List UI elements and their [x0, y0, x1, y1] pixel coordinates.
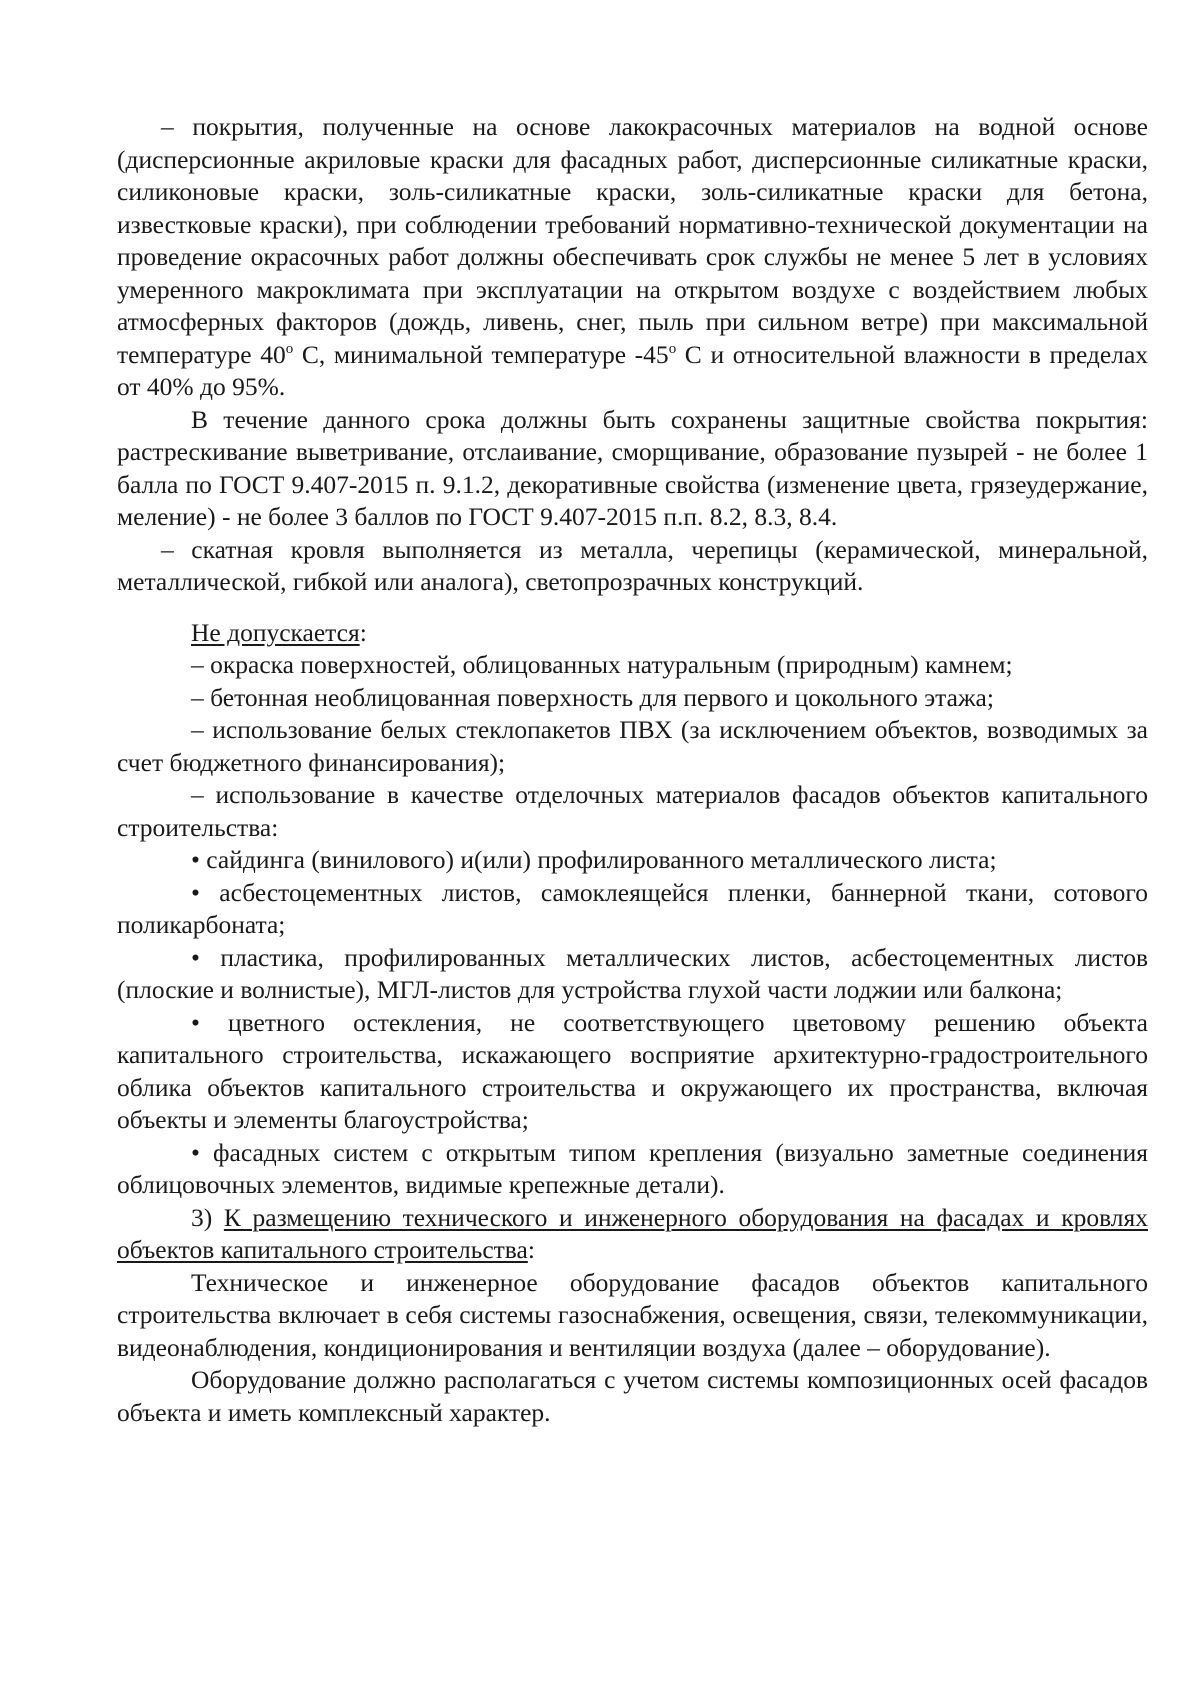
paragraph-equipment-definition: Техническое и инженерное оборудование фасадов объектов капитального строительства включает в себя системы газоснабжения, освещения, связи, телекоммуникации, видеонаблюдения, кондиционирования и вентиляции воздуха (далее – оборудование). [117, 1267, 1148, 1362]
list-item: – использование в качестве отделочных материалов фасадов объектов капитального строительства: [117, 780, 1148, 842]
paragraph-coatings-text-a: – покрытия, полученные на основе лакокрасочных материалов на водной основе (дисперсионные акриловые краски для фасадных работ, дисперсионные силикатные краски, силиконовые краски, золь-силикатные краски, золь-силикатные краски для бетона, известковые краски), при соблюдении требований нормативно-технической документации на проведение окрасочных работ должны обеспечивать срок службы не менее 5 лет в условиях умеренного макроклимата при эксплуатации на открытом воздухе с воздействием любых атмосферных факторов (дождь, ливень, снег, пыль при сильном ветре) при максимальной температуре 40 [117, 112, 1148, 369]
section-3-heading [117, 1202, 1148, 1267]
not-allowed-heading-colon: : [359, 617, 367, 647]
list-item: – окраска поверхностей, облицованных натуральным (природным) камнем; [191, 650, 1013, 679]
bullet-item: • цветного остекления, не соответствующего цветовому решению объекта капитального строительства, искажающего восприятие архитектурно-градостроительного облика объектов капитального строительства и окружающего их пространства, включая объекты и элементы благоустройства; [117, 1007, 1148, 1134]
bullet-item: • асбестоцементных листов, самоклеящейся пленки, баннерной ткани, сотового поликарбоната; [117, 877, 1148, 939]
paragraph-coatings [117, 111, 1148, 404]
not-allowed-heading-text: Не допускается [191, 617, 360, 647]
paragraph-coatings-text-c: С и относительной влажности в пределах от 40% до 95%. [117, 339, 1149, 401]
section-3-colon: : [527, 1235, 535, 1264]
bullet-item: • сайдинга (винилового) и(или) профилированного металлического листа; [191, 845, 997, 874]
degree-sign: o [668, 340, 677, 357]
paragraph-equipment-placement: Оборудование должно располагаться с учетом системы композиционных осей фасадов объекта и иметь комплексный характер. [117, 1365, 1148, 1427]
list-item: – бетонная необлицованная поверхность для первого и цокольного этажа; [191, 682, 994, 712]
bullet-item: • фасадных систем с открытым типом крепления (визуально заметные соединения облицовочных элементов, видимые крепежные детали). [117, 1137, 1148, 1199]
paragraph-pitched-roof: – скатная кровля выполняется из металла, черепицы (керамической, минеральной, металлической, гибкой или аналога), светопрозрачных конструкций. [117, 534, 1148, 596]
list-item: – использование белых стеклопакетов ПВХ (за исключением объектов, возводимых за счет бюджетного финансирования); [117, 715, 1148, 777]
degree-sign: o [285, 340, 294, 357]
bullet-item: • пластика, профилированных металлических листов, асбестоцементных листов (плоские и волнистые), МГЛ-листов для устройства глухой части лоджии или балкона; [117, 942, 1148, 1004]
paragraph-service-period: В течение данного срока должны быть сохранены защитные свойства покрытия: растрескивание выветривание, отслаивание, сморщивание, образование пузырей - не более 1 балла по ГОСТ 9.407-2015 п. 9.1.2, декоративные свойства (изменение цвета, грязеудержание, меление) - не более 3 баллов по ГОСТ 9.407-2015 п.п. 8.2, 8.3, 8.4. [117, 404, 1148, 531]
section-3-number: 3) [191, 1202, 224, 1232]
section-3-title: К размещению технического и инженерного оборудования на фасадах и кровлях объектов капитального строительства [117, 1202, 1148, 1264]
spacer [117, 599, 1148, 617]
paragraph-coatings-text-b: С, минимальной температуре -45 [293, 339, 669, 369]
not-allowed-heading [117, 617, 1148, 650]
document-page [117, 111, 1148, 1429]
